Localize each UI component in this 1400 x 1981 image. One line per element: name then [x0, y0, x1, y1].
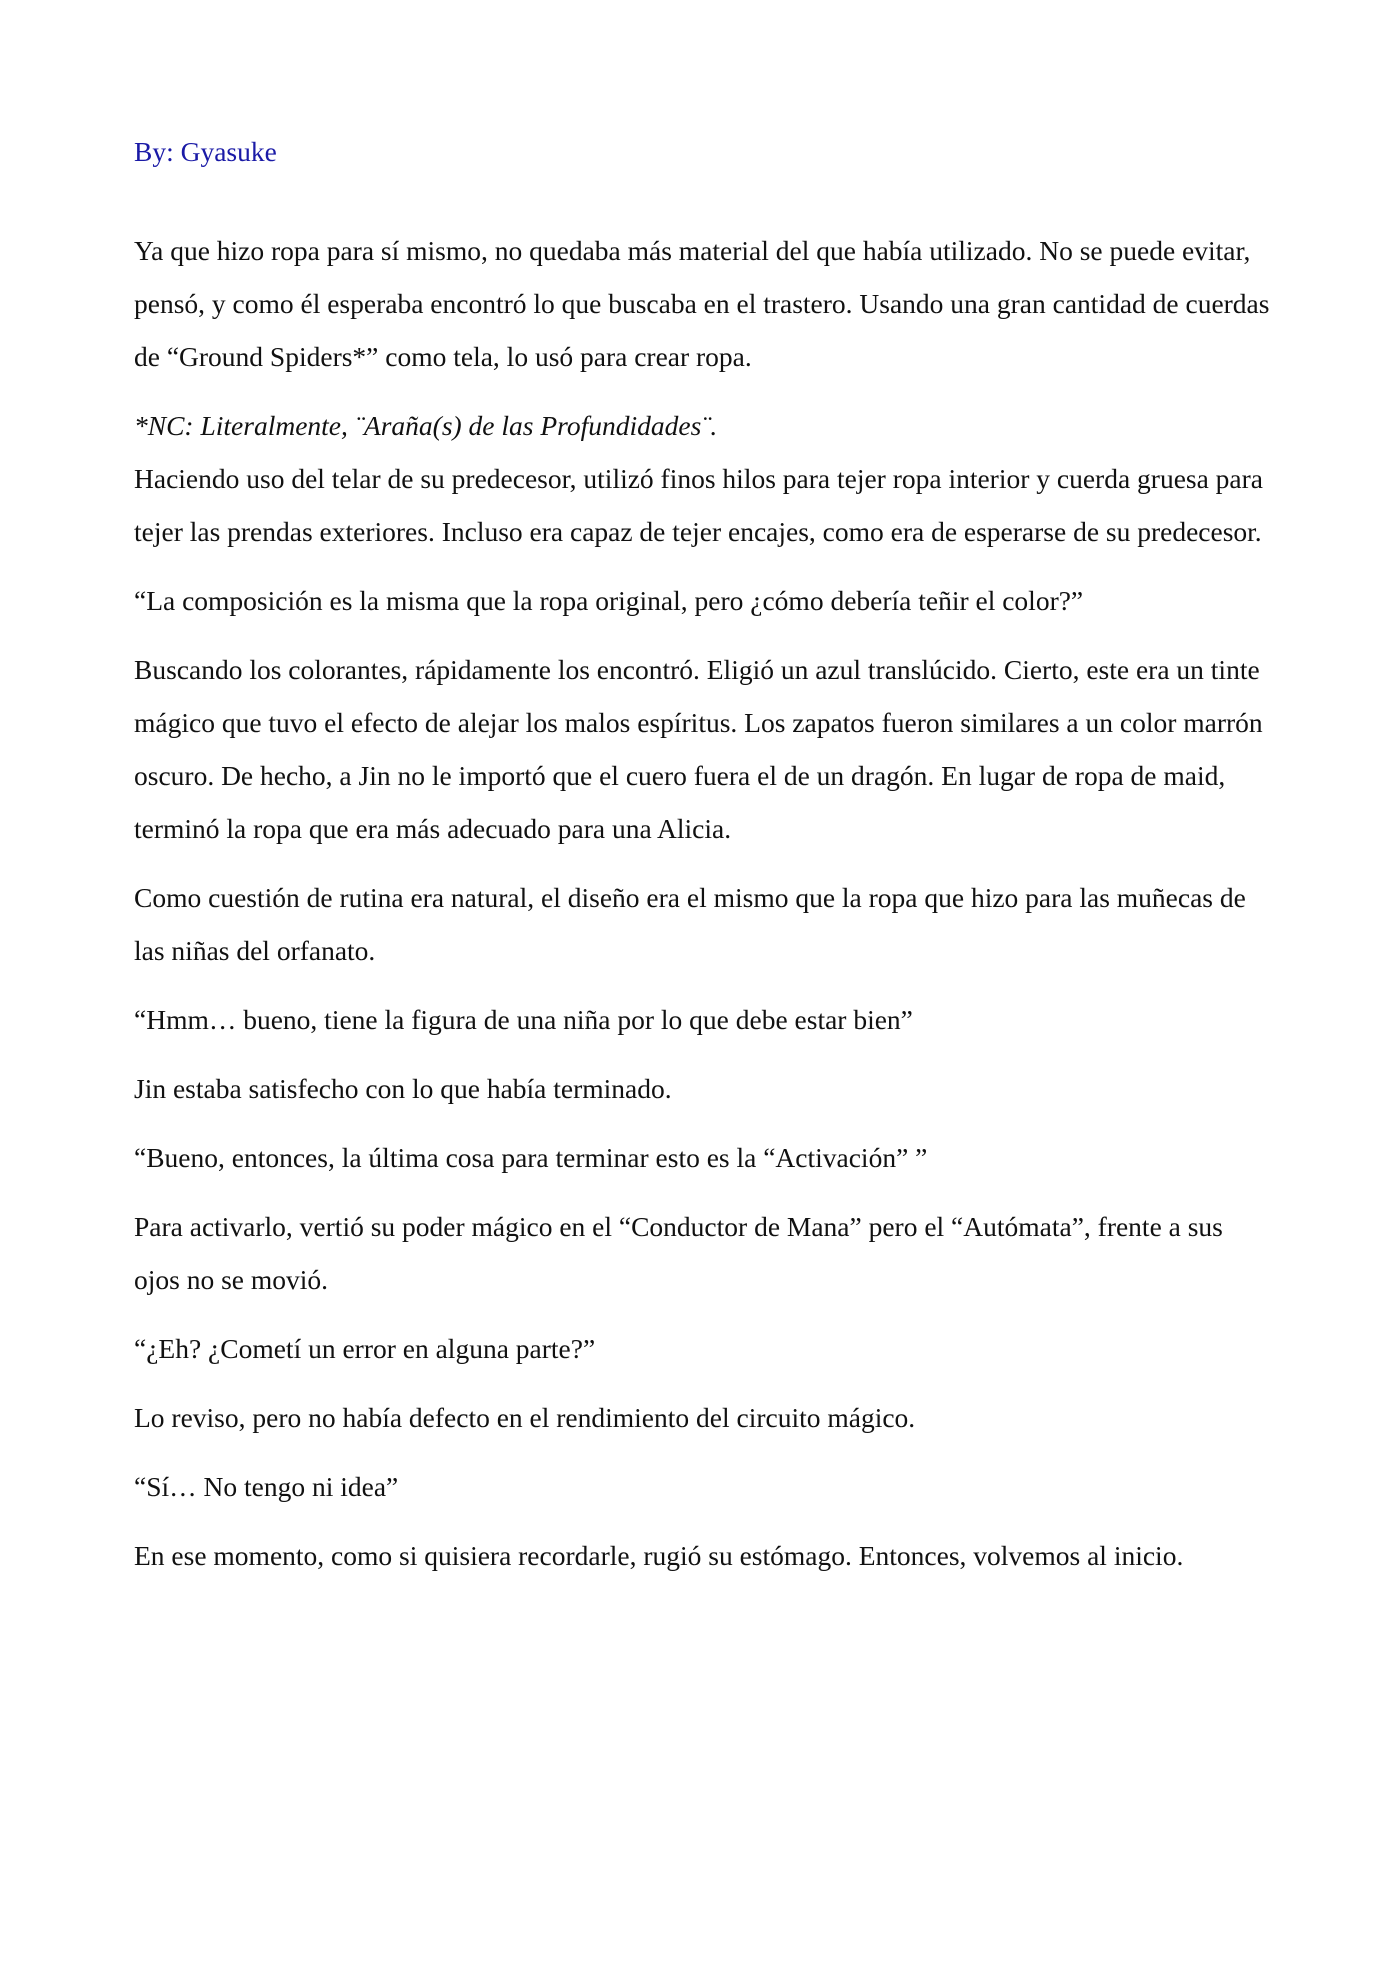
paragraph: “Hmm… bueno, tiene la figura de una niña por lo que debe estar bien”	[134, 1004, 913, 1035]
paragraph: Buscando los colorantes, rápidamente los encontró. Eligió un azul translúcido. Cierto, este era un tinte mágico que tuvo el efecto de alejar los malos espíritus. Los zapatos fueron similares a un color marrón oscuro. De hecho, a Jin no le importó que el cuero fuera el de un dragón. En lugar de ropa de maid, terminó la ropa que era más adecuado para una Alicia.	[134, 654, 1263, 844]
paragraph: En ese momento, como si quisiera recordarle, rugió su estómago. Entonces, volvemos al inicio.	[134, 1540, 1184, 1571]
paragraph: “La composición es la misma que la ropa original, pero ¿cómo debería teñir el color?”	[134, 585, 1084, 616]
paragraph: “Sí… No tengo ni idea”	[134, 1471, 399, 1502]
author-byline: By: Gyasuke	[134, 136, 277, 167]
paragraph: Lo reviso, pero no había defecto en el rendimiento del circuito mágico.	[134, 1402, 916, 1433]
document-page	[134, 132, 1274, 1598]
paragraph: “Bueno, entonces, la última cosa para terminar esto es la “Activación” ”	[134, 1142, 928, 1173]
paragraph: Jin estaba satisfecho con lo que había terminado.	[134, 1073, 672, 1104]
paragraph: Para activarlo, vertió su poder mágico en el “Conductor de Mana” pero el “Autómata”, frente a sus ojos no se movió.	[134, 1211, 1223, 1295]
paragraph: Como cuestión de rutina era natural, el diseño era el mismo que la ropa que hizo para las muñecas de las niñas del orfanato.	[134, 882, 1246, 966]
paragraph: “¿Eh? ¿Cometí un error en alguna parte?”	[134, 1333, 596, 1364]
paragraph: Ya que hizo ropa para sí mismo, no quedaba más material del que había utilizado. No se puede evitar, pensó, y como él esperaba encontró lo que buscaba en el trastero. Usando una gran cantidad de cuerdas de “Ground Spiders*” como tela, lo usó para crear ropa.	[134, 235, 1270, 372]
translator-note: *NC: Literalmente, ¨Araña(s) de las Profundidades¨.	[134, 410, 718, 441]
paragraph: Haciendo uso del telar de su predecesor, utilizó finos hilos para tejer ropa interior y cuerda gruesa para tejer las prendas exteriores. Incluso era capaz de tejer encajes, como era de esperarse de su predecesor.	[134, 463, 1264, 547]
